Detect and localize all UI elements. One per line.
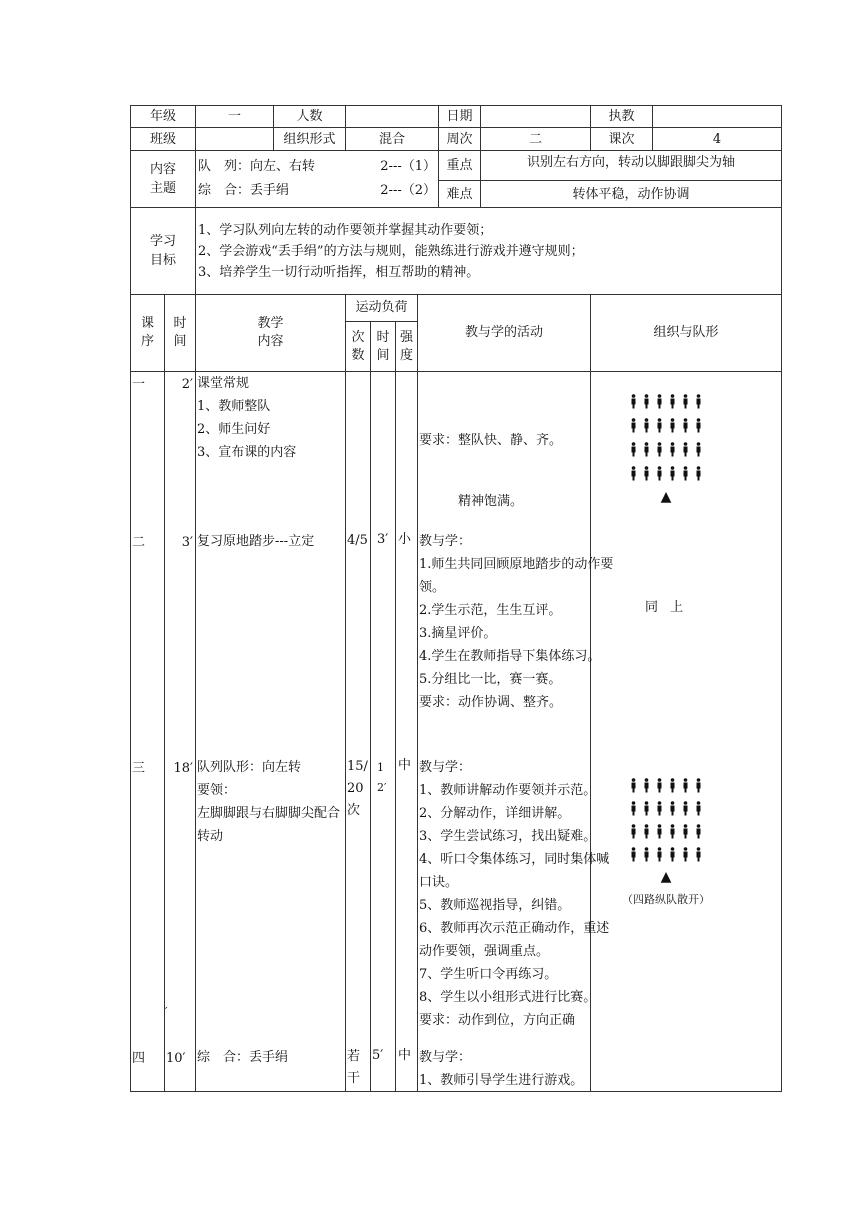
content-items <box>196 151 439 208</box>
student-icon <box>684 824 688 838</box>
col-times <box>346 322 371 372</box>
activity-line: 要求：动作协调、整齐。 <box>419 695 563 710</box>
activity-line: 要求：动作到位，方向正确 <box>419 1013 576 1028</box>
student-icon <box>645 801 649 815</box>
section-times: 若干 <box>347 1049 361 1086</box>
col-time-line2: 间 <box>173 334 187 349</box>
student-icon <box>632 847 636 861</box>
student-formation-icon <box>627 777 705 869</box>
teacher-label: 执教 <box>591 106 653 128</box>
student-icon <box>645 778 649 792</box>
activity-line: 1.师生共同回顾原地踏步的动作要领。 <box>419 557 614 595</box>
col-duration-line2: 间 <box>376 347 390 363</box>
formation-diagram <box>591 777 741 875</box>
student-icon <box>645 466 649 480</box>
student-icon <box>697 466 701 480</box>
duration-column <box>371 372 396 1092</box>
date-value <box>481 106 591 128</box>
activity-line: 教与学： <box>419 760 472 775</box>
activity-line: 6、教师再次示范正确动作，重述动作要领，强调重点。 <box>419 921 610 959</box>
section-content <box>197 530 314 553</box>
col-duration-line1: 时 <box>376 329 390 345</box>
student-icon <box>684 847 688 861</box>
col-time <box>165 295 196 372</box>
student-icon <box>671 466 675 480</box>
section-content <box>197 1046 288 1069</box>
student-icon <box>697 847 701 861</box>
content-label <box>131 151 196 208</box>
student-icon <box>671 418 675 432</box>
col-teaching-line1: 教学 <box>257 316 284 331</box>
student-icon <box>632 418 636 432</box>
teacher-value <box>653 106 782 128</box>
student-formation-icon <box>627 393 705 489</box>
formation-note: （四路纵队散开） <box>622 893 711 906</box>
student-icon <box>671 824 675 838</box>
student-icon <box>658 778 662 792</box>
activity-line: 3.摘星评价。 <box>419 626 497 641</box>
content-line: 队列队形：向左转 <box>197 760 302 775</box>
content-label-line2: 主题 <box>150 181 177 196</box>
student-icon <box>684 801 688 815</box>
student-icon <box>671 394 675 408</box>
activity-line: 3、学生尝试练习，找出疑难。 <box>419 829 597 844</box>
key-label: 重点 <box>439 151 481 181</box>
activity-line: 1、教师讲解动作要领并示范。 <box>419 783 597 798</box>
goals-label-line1: 学习 <box>150 234 177 249</box>
section-time: 18′ <box>173 761 194 776</box>
goals-label <box>131 208 196 295</box>
student-icon <box>658 466 662 480</box>
student-icon <box>671 847 675 861</box>
count-value <box>346 106 439 128</box>
col-order <box>131 295 165 372</box>
student-icon <box>697 778 701 792</box>
student-icon <box>658 442 662 456</box>
content-item-code: 2---（1） <box>380 159 437 174</box>
grade-value: 一 <box>196 106 274 128</box>
col-times-line2: 数 <box>351 347 365 363</box>
lesson-value: 4 <box>653 128 782 151</box>
teacher-triangle-icon: ▲ <box>660 869 672 885</box>
form-label: 组织形式 <box>274 128 346 151</box>
section-content <box>197 756 345 848</box>
time-column <box>165 372 196 1092</box>
col-formation: 组织与队形 <box>591 295 782 372</box>
activity-line: 要求：整队快、静、齐。 <box>419 433 563 448</box>
week-label: 周次 <box>439 128 481 151</box>
student-icon <box>658 824 662 838</box>
key-value: 识别左右方向，转动以脚跟脚尖为轴 <box>481 151 782 181</box>
content-line: 综 合：丢手绢 <box>197 1050 289 1065</box>
content-item-text: 队 列：向左、右转 <box>198 159 316 174</box>
student-icon <box>697 801 701 815</box>
student-icon <box>671 778 675 792</box>
col-times-line1: 次 <box>351 329 365 345</box>
student-icon <box>658 847 662 861</box>
student-icon <box>658 418 662 432</box>
week-value: 二 <box>481 128 591 151</box>
difficulty-value: 转体平稳，动作协调 <box>481 181 782 208</box>
content-line: 要领： <box>197 783 237 798</box>
student-icon <box>645 418 649 432</box>
student-icon <box>684 442 688 456</box>
times-column <box>346 372 371 1092</box>
date-label: 日期 <box>439 106 481 128</box>
activity-line: 教与学： <box>419 1050 472 1065</box>
student-icon <box>697 824 701 838</box>
content-line: 复习原地踏步---立定 <box>197 534 315 549</box>
student-icon <box>684 394 688 408</box>
activity-line: 2、分解动作，详细讲解。 <box>419 806 571 821</box>
content-item <box>198 179 436 203</box>
content-line: 课堂常规 <box>197 376 250 391</box>
content-line: 3、宣布课的内容 <box>197 445 297 460</box>
student-icon <box>632 466 636 480</box>
section-time: 3′ <box>181 535 194 550</box>
formation-diagram <box>591 393 741 495</box>
student-icon <box>697 442 701 456</box>
col-order-line1: 课 <box>140 316 154 331</box>
formation-same-note: 同 上 <box>644 600 688 615</box>
section-content <box>197 372 296 464</box>
content-item-text: 综 合：丢手绢 <box>198 183 290 198</box>
content-line: 1、教师整队 <box>197 399 271 414</box>
goal-item: 1、学习队列向左转的动作要领并掌握其动作要领； <box>198 222 493 238</box>
section-intensity: 小 <box>398 532 412 547</box>
activity-line: 7、学生听口令再练习。 <box>419 967 558 982</box>
activity-line: 8、学生以小组形式进行比赛。 <box>419 990 597 1005</box>
activity-line: 4、听口令集体练习，同时集体喊口诀。 <box>419 852 610 890</box>
content-item <box>198 155 436 179</box>
student-icon <box>632 442 636 456</box>
col-teaching-line2: 内容 <box>257 334 284 349</box>
class-value <box>196 128 274 151</box>
activity-line: 2.学生示范，生生互评。 <box>419 603 562 618</box>
col-load: 运动负荷 <box>346 295 418 322</box>
formation-column <box>591 372 782 1092</box>
activity-line: 教与学： <box>419 534 472 549</box>
goals-label-line2: 目标 <box>150 253 177 268</box>
section-order: 二 <box>132 535 146 550</box>
student-icon <box>658 394 662 408</box>
student-icon <box>632 801 636 815</box>
activity-line: 4.学生在教师指导下集体练习。 <box>419 649 601 664</box>
stray-prime-mark: ′ <box>165 1005 168 1018</box>
lesson-plan <box>130 105 781 1092</box>
section-order: 三 <box>132 761 146 776</box>
order-column <box>131 372 165 1092</box>
col-time-line1: 时 <box>173 316 187 331</box>
student-icon <box>632 394 636 408</box>
student-icon <box>684 466 688 480</box>
student-icon <box>645 824 649 838</box>
lesson-label: 课次 <box>591 128 653 151</box>
goal-item: 3、培养学生一切行动听指挥，相互帮助的精神。 <box>198 264 480 280</box>
activity-line: 1、教师引导学生进行游戏。 <box>419 1073 584 1088</box>
intensity-column <box>396 372 418 1092</box>
col-teaching <box>196 295 346 372</box>
student-icon <box>632 824 636 838</box>
section-intensity: 中 <box>398 758 412 773</box>
activity-line: 精神饱满。 <box>419 494 524 509</box>
content-line: 2、师生问好 <box>197 422 271 437</box>
teacher-triangle-icon: ▲ <box>660 489 672 505</box>
student-icon <box>671 442 675 456</box>
student-icon <box>632 778 636 792</box>
student-icon <box>684 778 688 792</box>
activities-column <box>418 372 614 1092</box>
col-activities: 教与学的活动 <box>418 295 591 372</box>
section-duration: 3′ <box>377 532 389 547</box>
lesson-plan-table <box>130 105 782 1092</box>
student-icon <box>645 847 649 861</box>
activity-line: 5、教师巡视指导，纠错。 <box>419 898 571 913</box>
col-intensity-line2: 度 <box>400 347 414 363</box>
section-time: 2′ <box>181 377 194 392</box>
section-duration: 12′ <box>377 761 387 794</box>
section-order: 一 <box>132 377 146 392</box>
student-icon <box>658 801 662 815</box>
col-duration <box>371 322 396 372</box>
section-times: 4/5 <box>347 533 368 548</box>
activity-line: 5.分组比一比，赛一赛。 <box>419 672 562 687</box>
class-label: 班级 <box>131 128 196 151</box>
section-activities <box>419 391 619 551</box>
count-label: 人数 <box>274 106 346 128</box>
student-icon <box>697 394 701 408</box>
section-duration: 5′ <box>372 1048 384 1063</box>
content-item-code: 2---（2） <box>380 183 437 198</box>
content-label-line1: 内容 <box>150 162 177 177</box>
section-order: 四 <box>132 1051 146 1066</box>
content-line: 左脚脚跟与右脚脚尖配合转动 <box>197 806 341 844</box>
section-intensity: 中 <box>398 1048 412 1063</box>
student-icon <box>697 418 701 432</box>
teaching-column <box>196 372 346 1092</box>
section-time: 10′ <box>166 1051 186 1066</box>
difficulty-label: 难点 <box>439 181 481 208</box>
col-intensity <box>396 322 418 372</box>
section-times: 15/20次 <box>347 759 368 818</box>
goal-item: 2、学会游戏“丢手绢”的方法与规则，能熟练进行游戏并遵守规则； <box>198 243 584 259</box>
col-intensity-line1: 强 <box>400 329 414 345</box>
student-icon <box>684 418 688 432</box>
col-order-line2: 序 <box>140 334 154 349</box>
student-icon <box>645 394 649 408</box>
student-icon <box>645 442 649 456</box>
student-icon <box>671 801 675 815</box>
goals-list <box>196 208 782 295</box>
grade-label: 年级 <box>131 106 196 128</box>
form-value: 混合 <box>346 128 439 151</box>
